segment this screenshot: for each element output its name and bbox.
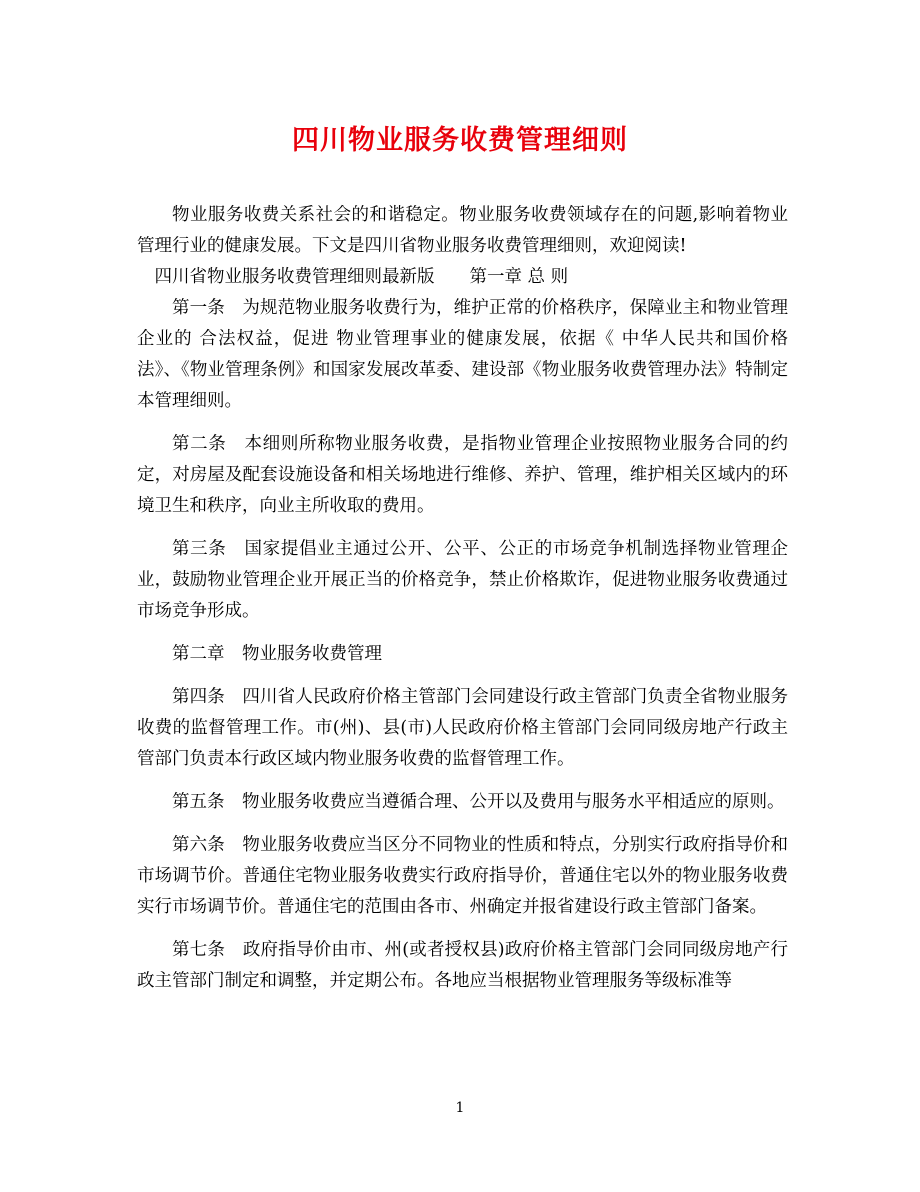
article-6: 第六条 物业服务收费应当区分不同物业的性质和特点，分别实行政府指导价和市场调节价。普通住宅物业服务收费实行政府指导价，普通住宅以外的物业服务收费实行市场调节价。普通住宅的范围由各市、州确定并报省建设行政主管部门备案。	[137, 835, 788, 917]
chapter-two-heading: 第二章 物业服务收费管理	[172, 644, 382, 664]
article-3: 第三条 国家提倡业主通过公开、公平、公正的市场竞争机制选择物业管理企业，鼓励物业管理企业开展正当的价格竞争，禁止价格欺诈，促进物业服务收费通过市场竞争形成。	[137, 539, 788, 621]
chapter-one-heading: 四川省物业服务收费管理细则最新版 第一章 总 则	[154, 267, 569, 287]
intro-paragraph: 物业服务收费关系社会的和谐稳定。物业服务收费领域存在的问题,影响着物业管理行业的健康发展。下文是四川省物业服务收费管理细则，欢迎阅读!	[137, 205, 788, 256]
page-number: 1	[455, 1100, 465, 1116]
article-4: 第四条 四川省人民政府价格主管部门会同建设行政主管部门负责全省物业服务收费的监督管理工作。市(州)、县(市)人民政府价格主管部门会同同级房地产行政主管部门负责本行政区域内物业服务收费的监督管理工作。	[137, 687, 788, 769]
article-5: 第五条 物业服务收费应当遵循合理、公开以及费用与服务水平相适应的原则。	[172, 792, 785, 812]
document-body	[137, 200, 788, 997]
document-title: 四川物业服务收费管理细则	[292, 125, 628, 156]
article-2: 第二条 本细则所称物业服务收费，是指物业管理企业按照物业服务合同的约定，对房屋及配套设施设备和相关场地进行维修、养护、管理，维护相关区域内的环境卫生和秩序，向业主所收取的费用。	[137, 434, 788, 516]
article-7: 第七条 政府指导价由市、州(或者授权县)政府价格主管部门会同同级房地产行政主管部门制定和调整，并定期公布。各地应当根据物业管理服务等级标准等	[137, 940, 788, 991]
article-1: 第一条 为规范物业服务收费行为，维护正常的价格秩序，保障业主和物业管理企业的 合法权益，促进 物业管理事业的健康发展，依据《 中华人民共和国价格法》、《物业管理条例》和国家发展改革委、建设部《物业服务收费管理办法》特制定本管理细则。	[137, 298, 788, 411]
